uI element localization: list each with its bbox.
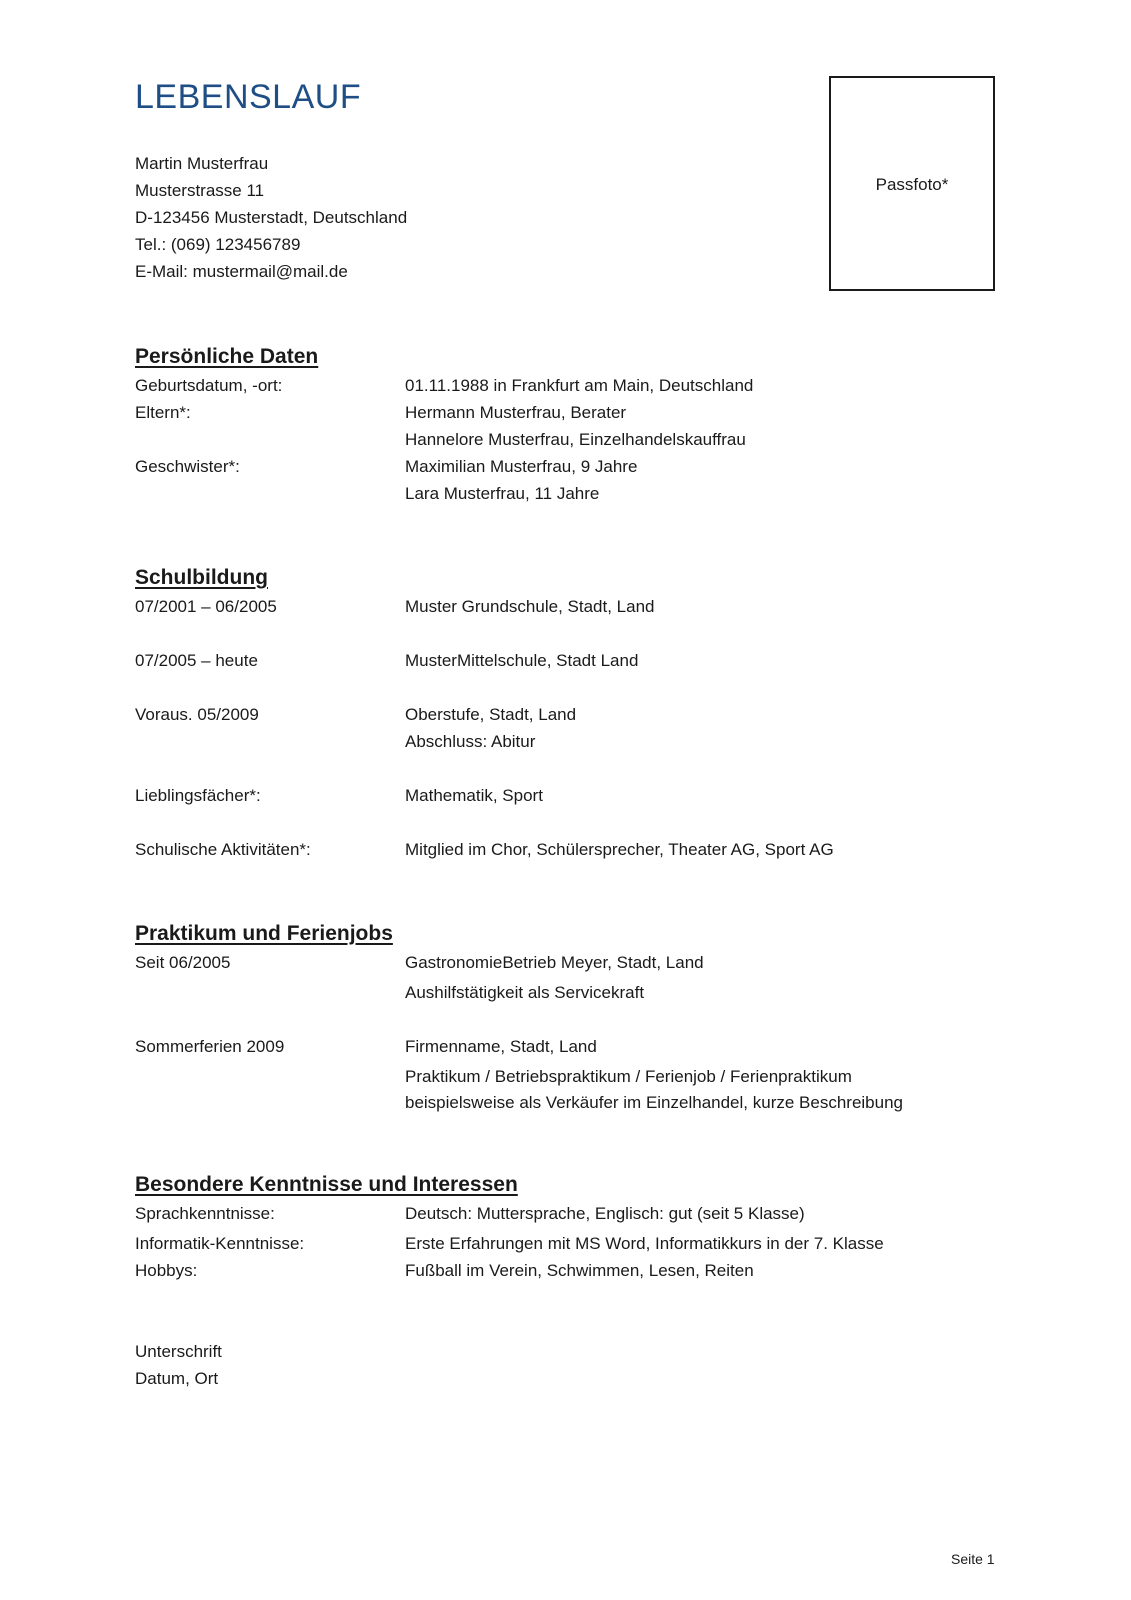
section-heading-personal: Persönliche Daten <box>135 345 319 368</box>
street-line: Musterstrasse 11 <box>135 181 265 200</box>
job-row-value-extra: Praktikum / Betriebspraktikum / Ferienjob / Ferienpraktikum <box>405 1067 852 1086</box>
job-row-value: Firmenname, Stadt, Land <box>405 1037 597 1056</box>
signature-line: Unterschrift <box>135 1342 222 1361</box>
job-row-value-extra: beispielsweise als Verkäufer im Einzelhandel, kurze Beschreibung <box>405 1093 903 1112</box>
parents-label: Eltern*: <box>135 403 191 422</box>
sibling-entry: Maximilian Musterfrau, 9 Jahre <box>405 457 638 476</box>
job-row-value-extra: Aushilfstätigkeit als Servicekraft <box>405 983 645 1002</box>
skill-row-value: Fußball im Verein, Schwimmen, Lesen, Reiten <box>405 1261 754 1280</box>
city-line: D-123456 Musterstadt, Deutschland <box>135 208 408 227</box>
page-number: Seite 1 <box>951 1551 995 1567</box>
school-row-label: Schulische Aktivitäten*: <box>135 840 311 859</box>
section-heading-school: Schulbildung <box>135 566 268 589</box>
job-row-label: Seit 06/2005 <box>135 953 231 972</box>
school-row-value: MusterMittelschule, Stadt Land <box>405 651 639 670</box>
parent-entry: Hermann Musterfrau, Berater <box>405 403 627 422</box>
name-line: Martin Musterfrau <box>135 154 269 173</box>
school-row-label: Lieblingsfächer*: <box>135 786 261 805</box>
school-row-value: Oberstufe, Stadt, Land <box>405 705 577 724</box>
section-heading-skills: Besondere Kenntnisse und Interessen <box>135 1173 518 1196</box>
birth-label: Geburtsdatum, -ort: <box>135 376 283 395</box>
passport-photo-box <box>829 76 995 291</box>
passport-photo-label: Passfoto* <box>875 175 949 194</box>
skill-row-value: Deutsch: Muttersprache, Englisch: gut (seit 5 Klasse) <box>405 1204 805 1223</box>
parent-entry: Hannelore Musterfrau, Einzelhandelskauffrau <box>405 430 746 449</box>
skill-row-value: Erste Erfahrungen mit MS Word, Informatikkurs in der 7. Klasse <box>405 1234 884 1253</box>
school-row-value: Mitglied im Chor, Schülersprecher, Theater AG, Sport AG <box>405 840 834 859</box>
school-row-label: 07/2001 – 06/2005 <box>135 597 277 616</box>
school-row-label: 07/2005 – heute <box>135 651 258 670</box>
siblings-label: Geschwister*: <box>135 457 240 476</box>
school-row-value: Mathematik, Sport <box>405 786 543 805</box>
skill-row-label: Sprachkenntnisse: <box>135 1204 275 1223</box>
birth-value: 01.11.1988 in Frankfurt am Main, Deutschland <box>405 376 754 395</box>
email-line: E-Mail: mustermail@mail.de <box>135 262 348 281</box>
skill-row-label: Hobbys: <box>135 1261 198 1280</box>
school-row-label: Voraus. 05/2009 <box>135 705 259 724</box>
skill-row-label: Informatik-Kenntnisse: <box>135 1234 305 1253</box>
job-row-value: GastronomieBetrieb Meyer, Stadt, Land <box>405 953 704 972</box>
phone-line: Tel.: (069) 123456789 <box>135 235 301 254</box>
section-heading-jobs: Praktikum und Ferienjobs <box>135 922 393 945</box>
school-row-value-extra: Abschluss: Abitur <box>405 732 536 751</box>
page-title: LEBENSLAUF <box>135 78 362 116</box>
school-row-value: Muster Grundschule, Stadt, Land <box>405 597 655 616</box>
sibling-entry: Lara Musterfrau, 11 Jahre <box>405 484 600 503</box>
job-row-label: Sommerferien 2009 <box>135 1037 285 1056</box>
date-place-line: Datum, Ort <box>135 1369 219 1388</box>
